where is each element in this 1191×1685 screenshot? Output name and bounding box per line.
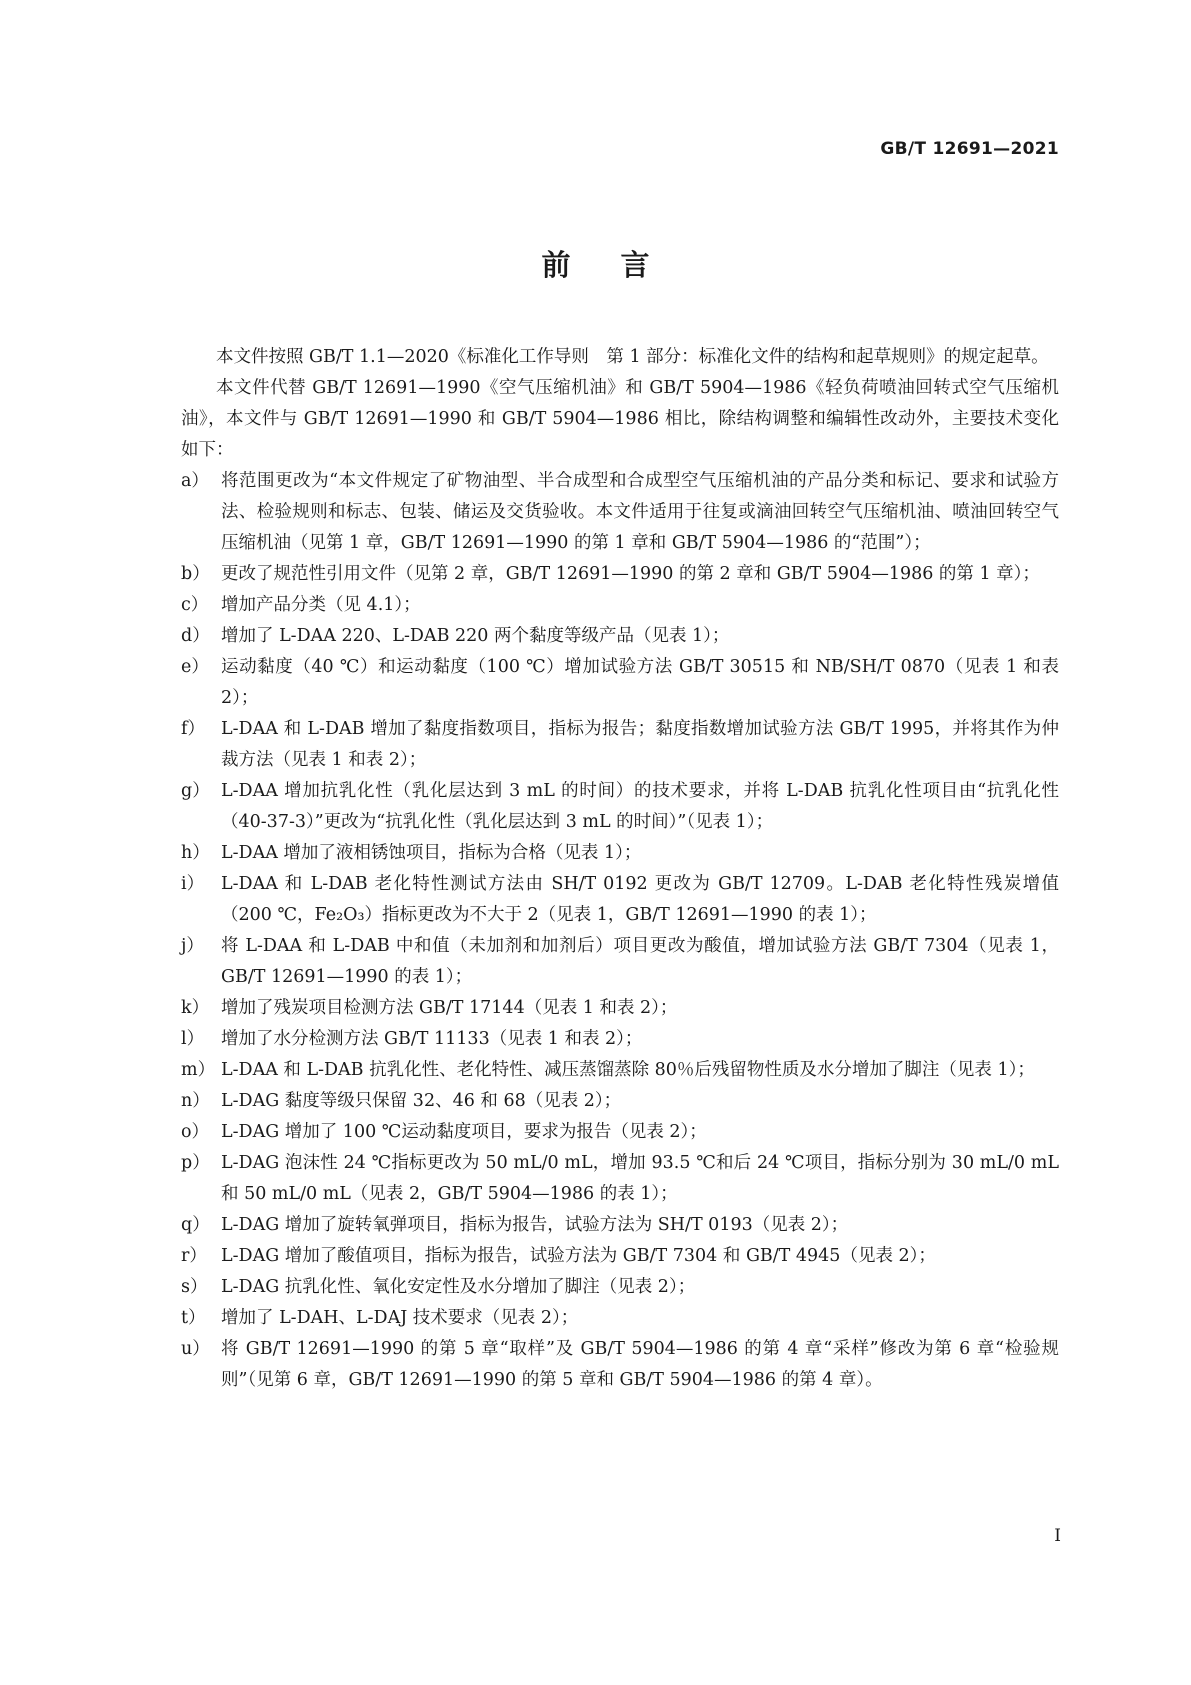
change-item-marker: g） [181,781,210,801]
change-item-marker: h） [181,843,210,863]
change-item-text: L-DAG 增加了旋转氧弹项目，指标为报告，试验方法为 SH/T 0193（见表 2）； [221,1215,849,1235]
page-number: I [1054,1526,1061,1546]
change-item-text: 将范围更改为“本文件规定了矿物油型、半合成型和合成型空气压缩机油的产品分类和标记、要求和试验方法、检验规则和标志、包装、储运及交货验收。本文件适用于往复或滴油回转空气压缩机油、喷油回转空气压缩机油（见第 1 章，GB/T 12691—1990 的第 1 章和 GB/T 5904—1986 的“范围”）； [221,471,1059,553]
change-item-text: L-DAG 黏度等级只保留 32、46 和 68（见表 2）； [221,1091,622,1111]
change-item [181,1272,1059,1303]
change-item-marker: i） [181,874,205,894]
change-item-text: 增加了 L-DAH、L-DAJ 技术要求（见表 2）； [221,1308,579,1328]
change-item-text: L-DAG 增加了酸值项目，指标为报告，试验方法为 GB/T 7304 和 GB/T 4945（见表 2）； [221,1246,936,1266]
change-item [181,652,1059,714]
change-item-marker: a） [181,471,209,491]
change-item [181,1117,1059,1148]
change-item-text: L-DAG 泡沫性 24 ℃指标更改为 50 mL/0 mL，增加 93.5 ℃和后 24 ℃项目，指标分别为 30 mL/0 mL 和 50 mL/0 mL（见表 2，GB/T 5904—1986 的表 1）； [221,1153,1059,1204]
change-item-text: L-DAG 抗乳化性、氧化安定性及水分增加了脚注（见表 2）； [221,1277,696,1297]
change-item-marker: q） [181,1215,210,1235]
change-item [181,559,1059,590]
change-item-marker: u） [181,1339,210,1359]
change-item-text: 将 L-DAA 和 L-DAB 中和值（未加剂和加剂后）项目更改为酸值，增加试验方法 GB/T 7304（见表 1，GB/T 12691—1990 的表 1）； [221,936,1059,987]
changes-list [181,466,1059,1396]
change-item-text: L-DAG 增加了 100 ℃运动黏度项目，要求为报告（见表 2）； [221,1122,707,1142]
change-item-marker: p） [181,1153,210,1173]
change-item-marker: l） [181,1029,205,1049]
change-item [181,466,1059,559]
paragraph-replacement-note: 本文件代替 GB/T 12691—1990《空气压缩机油》和 GB/T 5904—1986《轻负荷喷油回转式空气压缩机油》，本文件与 GB/T 12691—1990 和 GB/T 5904—1986 相比，除结构调整和编辑性改动外，主要技术变化如下： [181,378,1059,460]
change-item-marker: b） [181,564,210,584]
change-item-text: L-DAA 增加抗乳化性（乳化层达到 3 mL 的时间）的技术要求，并将 L-DAB 抗乳化性项目由“抗乳化性（40-37-3）”更改为“抗乳化性（乳化层达到 3 mL 的时间）”（见表 1）； [221,781,1059,832]
change-item-marker: e） [181,657,209,677]
change-item [181,714,1059,776]
change-item [181,869,1059,931]
foreword-body [181,342,1059,1396]
change-item-marker: s） [181,1277,208,1297]
document-code: GB/T 12691—2021 [880,139,1059,159]
change-item-marker: o） [181,1122,210,1142]
change-item-text: L-DAA 和 L-DAB 抗乳化性、老化特性、减压蒸馏蒸除 80％后残留物性质及水分增加了脚注（见表 1）； [221,1060,1035,1080]
change-item [181,1055,1059,1086]
change-item-marker: n） [181,1091,210,1111]
change-item-marker: d） [181,626,210,646]
change-item [181,1334,1059,1396]
change-item [181,838,1059,869]
change-item [181,621,1059,652]
change-item [181,1210,1059,1241]
change-item [181,1148,1059,1210]
change-item-text: 增加了 L-DAA 220、L-DAB 220 两个黏度等级产品（见表 1）； [221,626,730,646]
change-item-marker: r） [181,1246,207,1266]
change-item-text: L-DAA 增加了液相锈蚀项目，指标为合格（见表 1）； [221,843,642,863]
change-item-marker: m） [181,1060,216,1080]
change-item-marker: f） [181,719,205,739]
change-item-marker: j） [181,936,204,956]
change-item [181,776,1059,838]
change-item [181,1241,1059,1272]
change-item-text: L-DAA 和 L-DAB 老化特性测试方法由 SH/T 0192 更改为 GB/T 12709。L-DAB 老化特性残炭增值（200 ℃，Fe₂O₃）指标更改为不大于 2（见表 1，GB/T 12691—1990 的表 1）； [221,874,1059,925]
change-item-text: 更改了规范性引用文件（见第 2 章，GB/T 12691—1990 的第 2 章和 GB/T 5904—1986 的第 1 章）； [221,564,1040,584]
change-item-text: 将 GB/T 12691—1990 的第 5 章“取样”及 GB/T 5904—1986 的第 4 章“采样”修改为第 6 章“检验规则”（见第 6 章，GB/T 12691—1990 的第 5 章和 GB/T 5904—1986 的第 4 章）。 [221,1339,1059,1390]
change-item-text: L-DAA 和 L-DAB 增加了黏度指数项目，指标为报告；黏度指数增加试验方法 GB/T 1995，并将其作为仲裁方法（见表 1 和表 2）； [221,719,1059,770]
change-item-text: 运动黏度（40 ℃）和运动黏度（100 ℃）增加试验方法 GB/T 30515 和 NB/SH/T 0870（见表 1 和表 2）； [221,657,1059,708]
change-item [181,931,1059,993]
change-item [181,1303,1059,1334]
change-item-text: 增加产品分类（见 4.1）； [221,595,421,615]
change-item-text: 增加了残炭项目检测方法 GB/T 17144（见表 1 和表 2）； [221,998,678,1018]
change-item [181,993,1059,1024]
change-item-marker: c） [181,595,209,615]
change-item [181,1024,1059,1055]
change-item [181,1086,1059,1117]
change-item-marker: k） [181,998,210,1018]
page-title: 前言 [541,248,700,282]
change-item-text: 增加了水分检测方法 GB/T 11133（见表 1 和表 2）； [221,1029,643,1049]
change-item-marker: t） [181,1308,206,1328]
change-item [181,590,1059,621]
paragraph-drafting-basis: 本文件按照 GB/T 1.1—2020《标准化工作导则 第 1 部分：标准化文件的结构和起草规则》的规定起草。 [216,347,1049,367]
